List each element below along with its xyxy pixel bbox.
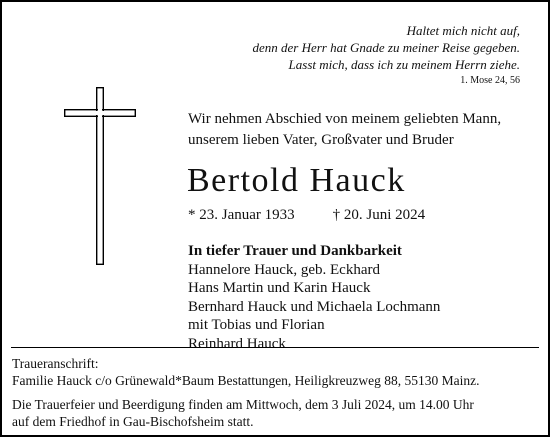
farewell-line: Wir nehmen Abschied von meinem geliebten Mann,	[188, 111, 502, 127]
verse-line: Lasst mich, dass ich zu meinem Herrn ziehe.	[288, 57, 520, 72]
mourners-heading: In tiefer Trauer und Dankbarkeit	[188, 243, 402, 259]
life-dates	[188, 207, 463, 224]
mourner-name: Hans Martin und Karin Hauck	[188, 280, 371, 296]
bible-verse	[252, 22, 520, 88]
farewell-line: unserem lieben Vater, Großvater und Bruder	[188, 132, 454, 148]
address-label: Traueranschrift:	[12, 356, 99, 371]
verse-reference: 1. Mose 24, 56	[460, 75, 520, 86]
mourner-name: Reinhard Hauck	[188, 335, 286, 352]
farewell-text	[188, 109, 501, 151]
divider	[11, 347, 539, 348]
deceased-name: Bertold Hauck	[187, 162, 406, 199]
mourner-name: Hannelore Hauck, geb. Eckhard	[188, 261, 380, 278]
mourning-address: Familie Hauck c/o Grünewald*Baum Bestattungen, Heiligkreuzweg 88, 55130 Mainz.	[12, 373, 480, 388]
footer-info	[12, 355, 480, 430]
service-info: Die Trauerfeier und Beerdigung finden am Mittwoch, dem 3 Juli 2024, um 14.00 Uhr	[12, 397, 474, 412]
verse-line: Haltet mich nicht auf,	[406, 23, 520, 38]
verse-line: denn der Herr hat Gnade zu meiner Reise gegeben.	[252, 40, 520, 55]
service-info: auf dem Friedhof in Gau-Bischofsheim statt.	[12, 414, 254, 429]
mourner-name: Bernhard Hauck und Michaela Lochmann	[188, 298, 441, 315]
mourners-list	[188, 242, 440, 353]
cross-icon	[64, 87, 136, 265]
death-date: † 20. Juni 2024	[332, 207, 426, 223]
birth-date: * 23. Januar 1933	[188, 207, 295, 223]
mourner-name: mit Tobias und Florian	[188, 317, 325, 333]
